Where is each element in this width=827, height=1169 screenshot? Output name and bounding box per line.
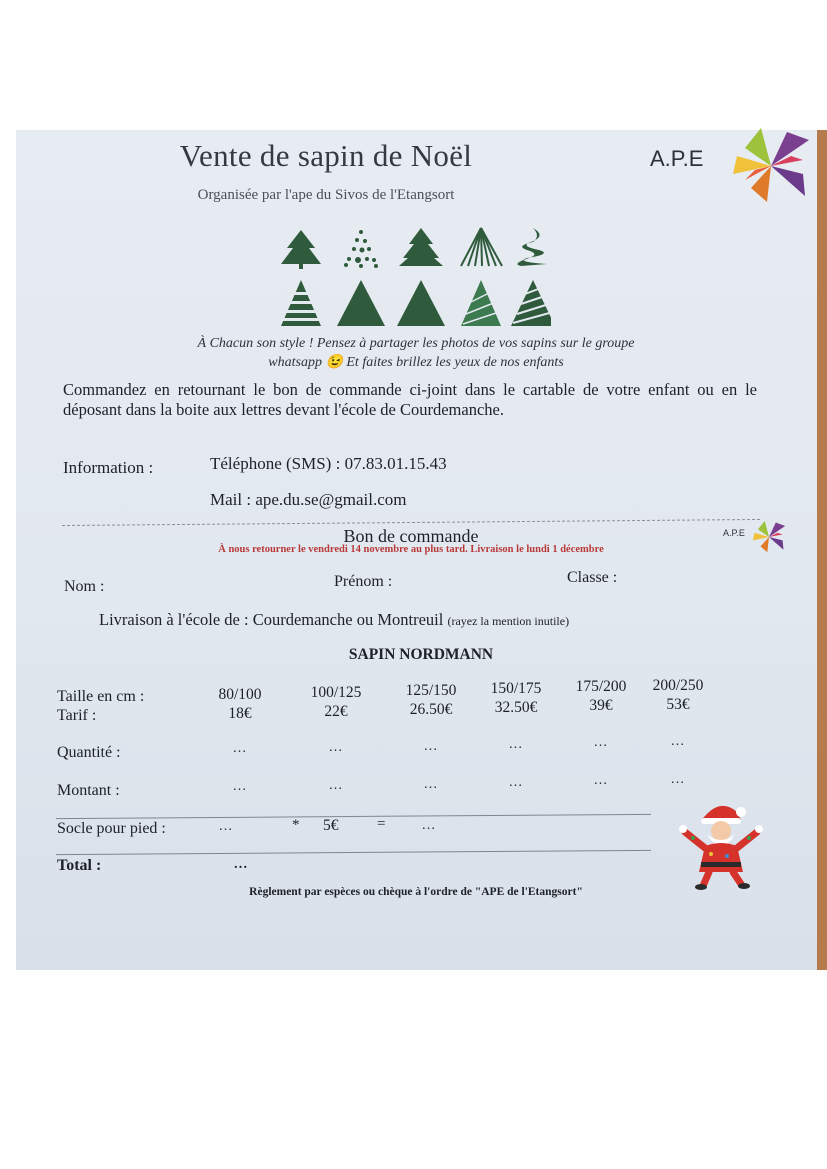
santa-claus-illustration [671, 798, 771, 890]
amount-input[interactable]: … [508, 775, 524, 790]
price-value: 39€ [589, 697, 613, 714]
prenom-field[interactable]: Prénom : [334, 573, 393, 590]
payment-note: Règlement par espèces ou chèque à l'ordre de "APE de l'Etangsort" [249, 886, 583, 898]
amount-label: Montant : [57, 782, 120, 799]
tree-icon [511, 280, 551, 326]
information-label: Information : [63, 458, 154, 477]
tree-icon [399, 228, 443, 266]
small-pinwheel-logo-icon [752, 520, 786, 554]
stand-multiply: * [292, 817, 300, 833]
size-value: 175/200 [575, 678, 627, 695]
size-value: 80/100 [218, 686, 262, 703]
small-ape-logo-text: A.P.E [723, 528, 745, 538]
amount-input[interactable]: … [670, 772, 686, 787]
tree-icon [461, 280, 501, 326]
quantity-input[interactable]: … [593, 735, 609, 750]
christmas-trees-illustration [271, 222, 551, 332]
table-rule [56, 850, 651, 855]
delivery-choice[interactable] [99, 610, 569, 630]
tree-icon [344, 230, 378, 268]
amount-input[interactable]: … [328, 778, 344, 793]
price-label: Tarif : [57, 707, 97, 724]
wooden-table-edge [817, 130, 827, 970]
stand-quantity-input[interactable]: … [218, 819, 234, 834]
nom-field[interactable]: Nom : [64, 578, 105, 595]
total-input[interactable]: … [233, 857, 249, 872]
page-title: Vente de sapin de Noël [179, 138, 473, 173]
table-rule [56, 814, 651, 819]
quantity-label: Quantité : [57, 744, 121, 761]
ape-logo-text: A.P.E [650, 146, 704, 171]
order-deadline: À nous retourner le vendredi 14 novembre au plus tard. Livraison le lundi 1 décembre [218, 544, 604, 555]
tree-icon [281, 230, 321, 269]
amount-input[interactable]: … [232, 779, 248, 794]
stand-equals: = [377, 816, 386, 832]
amount-input[interactable]: … [593, 773, 609, 788]
stand-price: 5€ [323, 817, 339, 834]
slogan [86, 334, 746, 372]
size-value: 200/250 [652, 677, 704, 694]
price-value: 32.50€ [494, 699, 538, 716]
tree-icon [397, 280, 445, 326]
size-value: 100/125 [310, 684, 362, 701]
product-name: SAPIN NORDMANN [348, 646, 494, 663]
intro-paragraph: Commandez en retournant le bon de commande ci-joint dans le cartable de votre enfant ou en le déposant dans la boite aux lettres devant l'école de Courdemanche. [63, 380, 757, 419]
delivery-text: Livraison à l'école de : Courdemanche ou Montreuil [99, 610, 444, 629]
slogan-line-2: whatsapp 😉 Et faites brillez les yeux de nos enfants [268, 355, 564, 370]
price-value: 26.50€ [409, 701, 453, 718]
stand-amount-input[interactable]: … [421, 818, 437, 833]
tree-icon [279, 280, 323, 326]
amount-input[interactable]: … [423, 777, 439, 792]
quantity-input[interactable]: … [423, 739, 439, 754]
quantity-input[interactable]: … [508, 737, 524, 752]
quantity-input[interactable]: … [328, 740, 344, 755]
classe-field[interactable]: Classe : [567, 569, 618, 586]
slogan-line-1: À Chacun son style ! Pensez à partager les photos de vos sapins sur le groupe [197, 336, 635, 351]
total-label: Total : [57, 857, 102, 874]
flyer-page [16, 130, 819, 970]
phone-info: Téléphone (SMS) : 07.83.01.15.43 [210, 454, 447, 473]
size-value: 125/150 [405, 682, 457, 699]
price-value: 53€ [666, 696, 690, 713]
size-label: Taille en cm : [57, 688, 145, 705]
order-form-title: Bon de commande [343, 526, 479, 546]
tree-icon [461, 228, 502, 266]
size-value: 150/175 [490, 680, 542, 697]
tree-icon [517, 228, 547, 266]
mail-info: Mail : ape.du.se@gmail.com [210, 490, 407, 509]
quantity-input[interactable]: … [232, 741, 248, 756]
ape-pinwheel-logo-icon [731, 126, 811, 206]
price-value: 22€ [324, 703, 348, 720]
stand-label: Socle pour pied : [57, 820, 166, 837]
price-value: 18€ [228, 705, 252, 722]
page-subtitle: Organisée par l'ape du Sivos de l'Etangsort [197, 187, 455, 203]
cut-line-divider [62, 519, 760, 526]
delivery-note: (rayez la mention inutile) [447, 614, 570, 628]
tree-icon [337, 280, 385, 326]
quantity-input[interactable]: … [670, 734, 686, 749]
